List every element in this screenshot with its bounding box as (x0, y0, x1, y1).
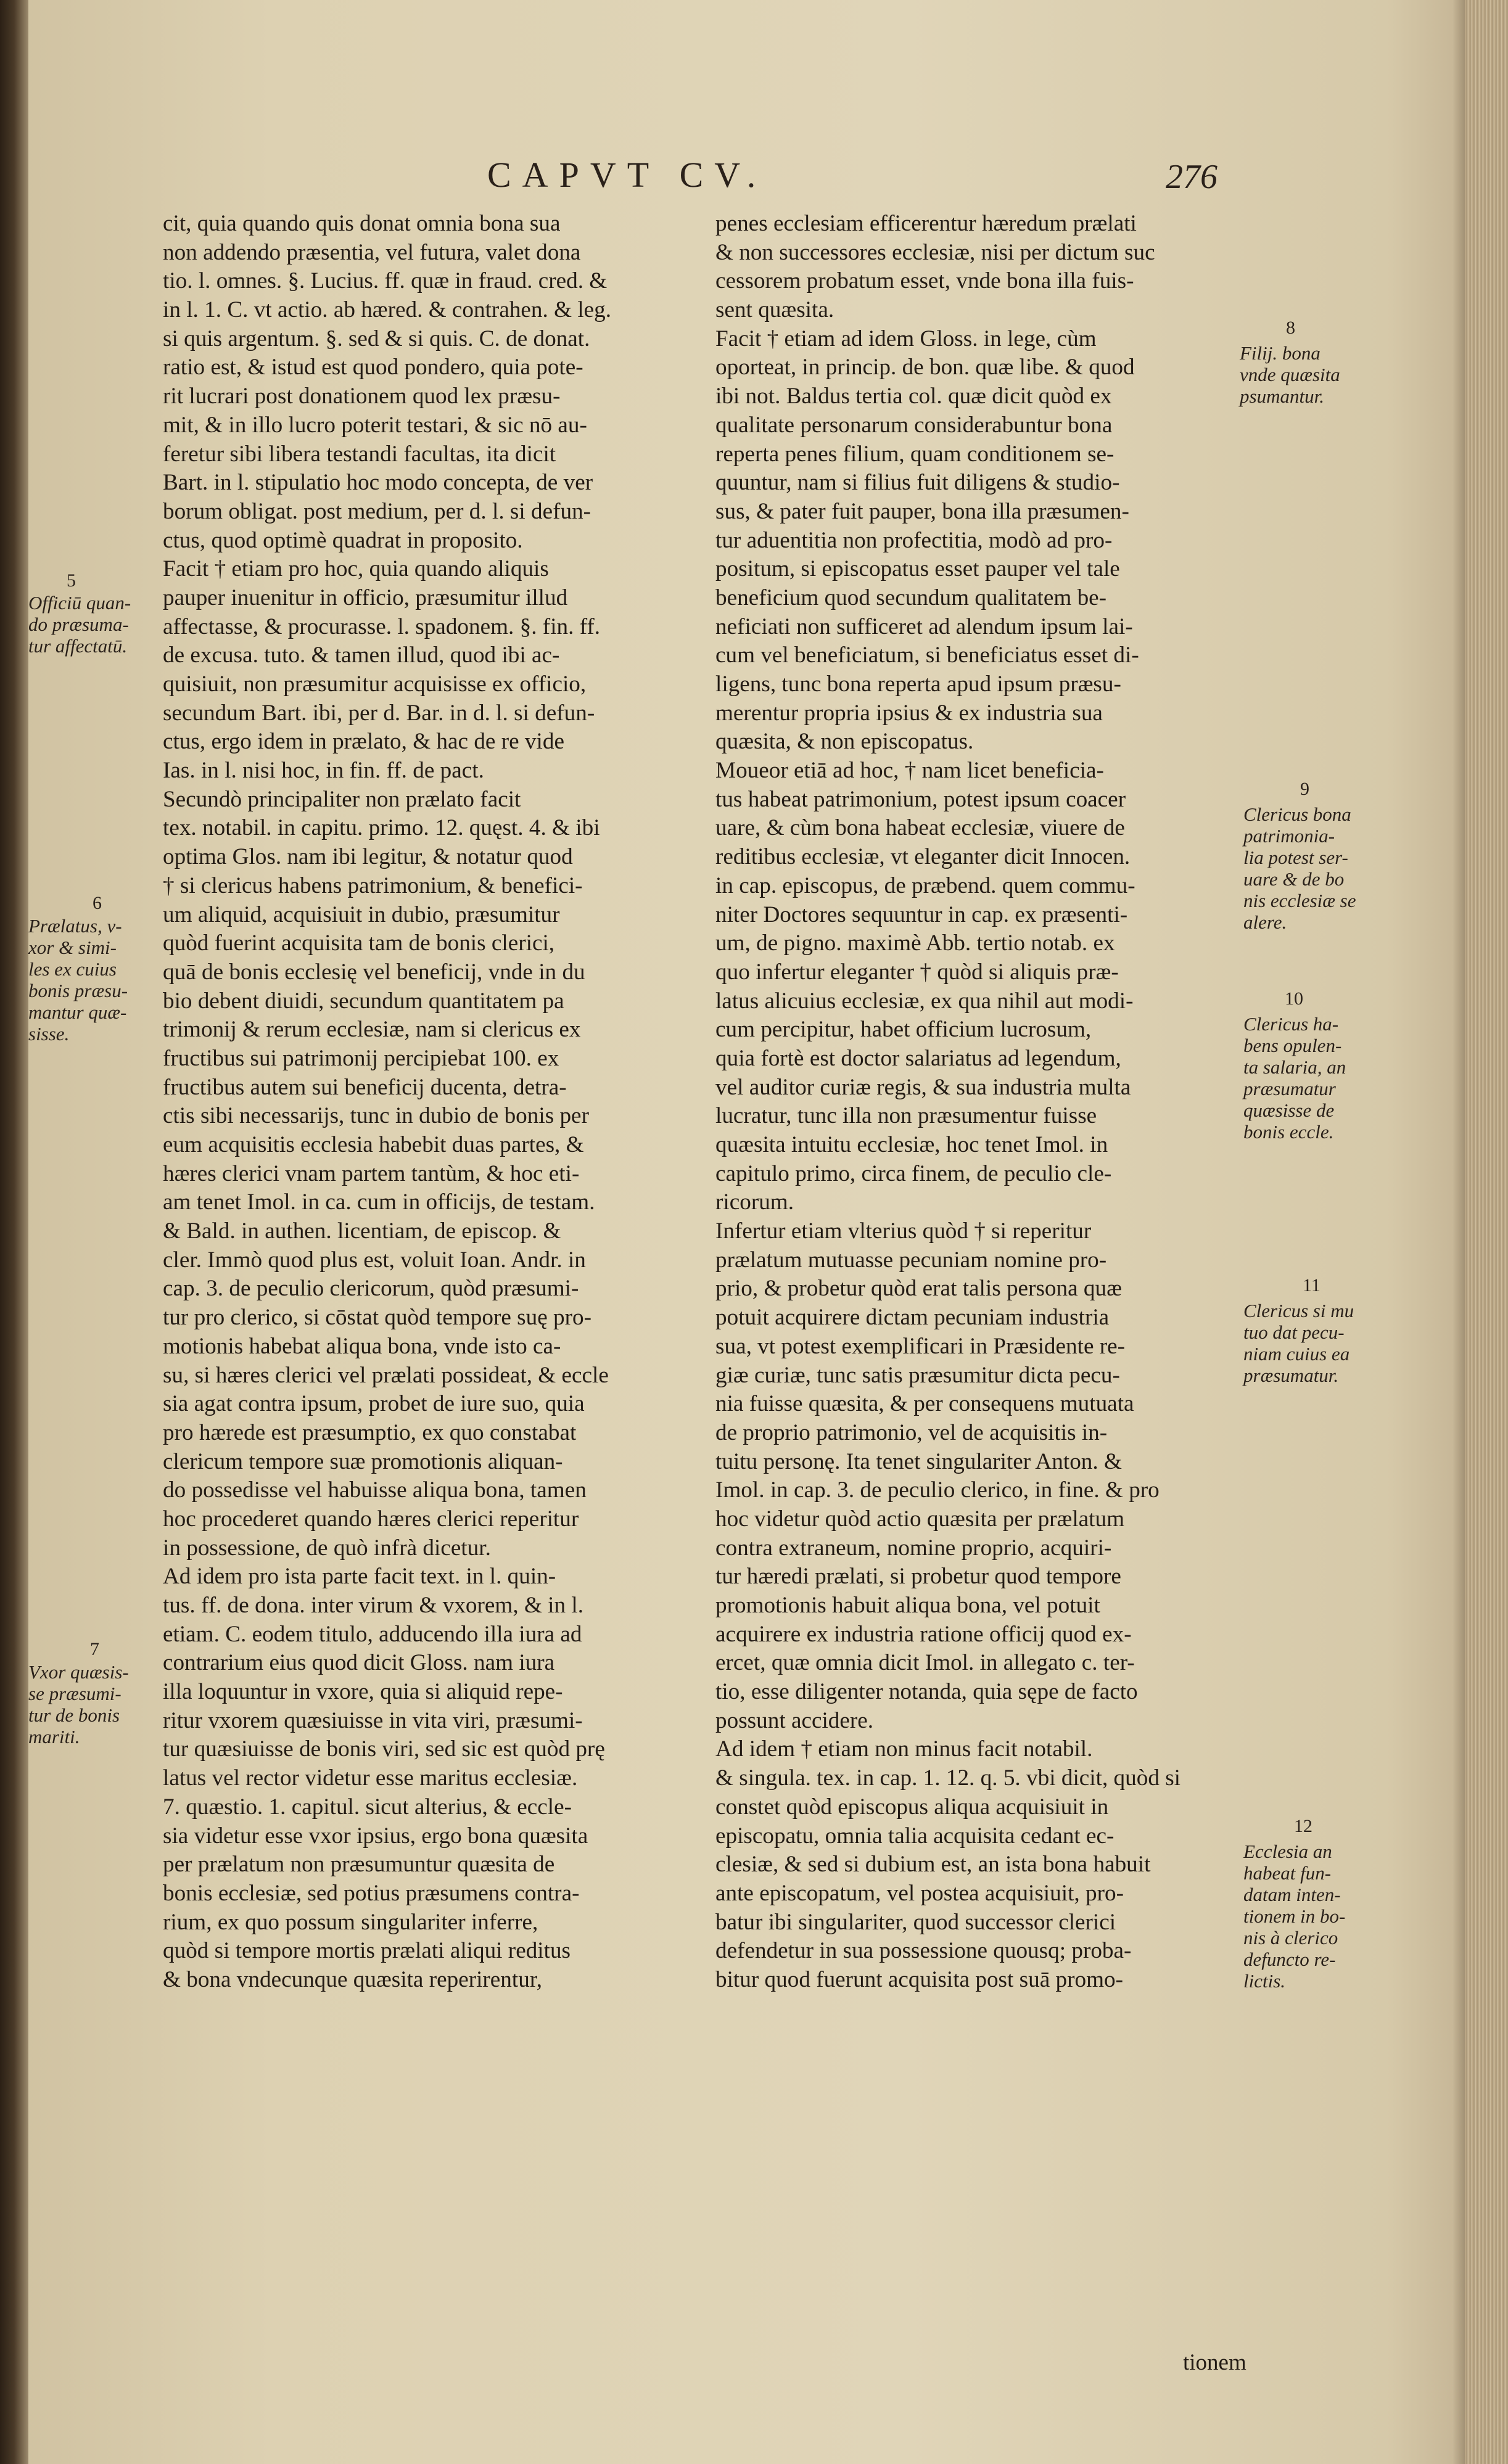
text-line: merentur propria ipsius & ex industria sua (715, 700, 1103, 726)
text-line: tio. l. omnes. §. Lucius. ff. quæ in fraud. cred. & (163, 268, 608, 294)
marginal-note-line: præsumatur. (1243, 1365, 1339, 1386)
text-line: borum obligat. post medium, per d. l. si defun- (163, 498, 591, 524)
text-line: fructibus sui patrimonij percipiebat 100. ex (163, 1045, 559, 1071)
text-line: cler. Immò quod plus est, voluit Ioan. Andr. in (163, 1247, 586, 1273)
marginal-note-number: 11 (1303, 1275, 1321, 1296)
text-line: Facit † etiam ad idem Gloss. in lege, cùm (715, 326, 1097, 351)
text-line: oporteat, in princip. de bon. quæ libe. & quod (715, 355, 1135, 380)
text-line: motionis habebat aliqua bona, vnde isto ca- (163, 1333, 561, 1359)
text-line: & singula. tex. in cap. 1. 12. q. 5. vbi dicit, quòd si (715, 1765, 1181, 1791)
text-line: quæsita, & non episcopatus. (715, 729, 974, 755)
text-line: ricorum. (715, 1189, 794, 1215)
text-line: trimonij & rerum ecclesiæ, nam si clericus ex (163, 1017, 581, 1043)
text-line: & Bald. in authen. licentiam, de episcop. & (163, 1218, 561, 1244)
text-line: um aliquid, acquisiuit in dubio, præsumitur (163, 901, 560, 927)
text-line: de excusa. tuto. & tamen illud, quod ibi ac- (163, 643, 560, 668)
text-line: Ad idem † etiam non minus facit notabil. (715, 1736, 1093, 1762)
text-line: tio, esse diligenter notanda, quia sępe de facto (715, 1679, 1138, 1705)
marginal-note-line: mariti. (28, 1726, 80, 1747)
text-line: reperta penes filium, quam conditionem se- (715, 441, 1115, 467)
text-line: tur aduentitia non profectitia, modò ad pro- (715, 527, 1113, 553)
text-line: Ad idem pro ista parte facit text. in l. quin- (163, 1564, 556, 1590)
text-line: positum, si episcopatus esset pauper vel tale (715, 556, 1120, 582)
text-line: per prælatum non præsumuntur quæsita de (163, 1852, 555, 1878)
text-line: promotionis habuit aliqua bona, vel potuit (715, 1593, 1100, 1618)
marginal-note-line: Clericus ha- (1243, 1013, 1339, 1035)
running-head: CAPVT CV. (487, 155, 767, 195)
text-line: capitulo primo, circa finem, de peculio cle- (715, 1160, 1112, 1186)
marginal-note-line: Ecclesia an (1243, 1841, 1332, 1862)
marginal-note-line: bonis eccle. (1243, 1121, 1334, 1143)
text-line: cum vel beneficiatum, si beneficiatus esset di- (715, 643, 1139, 668)
text-line: clesiæ, & sed si dubium est, an ista bona habuit (715, 1852, 1151, 1878)
text-line: tus. ff. de dona. inter virum & vxorem, & in l. (163, 1593, 584, 1618)
text-line: sia agat contra ipsum, probet de iure suo, quia (163, 1391, 585, 1417)
text-line: um, de pigno. maximè Abb. tertio notab. ex (715, 930, 1115, 956)
text-line: sia videtur esse vxor ipsius, ergo bona quæsita (163, 1823, 588, 1849)
text-line: secundum Bart. ibi, per d. Bar. in d. l. si defun- (163, 700, 595, 726)
text-line: ctus, ergo idem in prælato, & hac de re vide (163, 729, 564, 755)
text-line: rium, ex quo possum singulariter inferre, (163, 1909, 538, 1935)
text-line: quo infertur eleganter † quòd si aliquis præ- (715, 959, 1119, 985)
page-shadow (1452, 0, 1465, 2464)
marginal-note-number: 12 (1294, 1816, 1312, 1836)
marginal-note-number: 10 (1285, 988, 1303, 1009)
marginal-note-line: bens opulen- (1243, 1035, 1342, 1056)
text-line: latus vel rector videtur esse maritus ecclesiæ. (163, 1765, 578, 1791)
text-line: affectasse, & procurasse. l. spadonem. §. fin. ff. (163, 614, 601, 639)
text-line: hoc procederet quando hæres clerici reperitur (163, 1506, 579, 1532)
text-line: neficiati non sufficeret ad alendum ipsum lai- (715, 614, 1133, 639)
marginal-note-line: tionem in bo- (1243, 1905, 1346, 1927)
text-line: tur pro clerico, si cōstat quòd tempore suę pro- (163, 1305, 591, 1331)
text-line: vel auditor curiæ regis, & sua industria multa (715, 1074, 1131, 1100)
marginal-note-line: quæsisse de (1243, 1099, 1335, 1121)
text-line: do possedisse vel habuisse aliqua bona, tamen (163, 1477, 587, 1503)
marginal-note-line: psumantur. (1240, 385, 1324, 407)
text-line: illa loquuntur in vxore, quia si aliquid repe- (163, 1679, 563, 1705)
text-line: contra extraneum, nomine proprio, acquiri- (715, 1535, 1112, 1561)
text-line: bonis ecclesiæ, sed potius præsumens contra- (163, 1880, 580, 1906)
marginal-note-line: bonis præsu- (28, 980, 128, 1001)
text-line: rit lucrari post donationem quod lex præsu- (163, 384, 561, 409)
text-line: ligens, tunc bona reperta apud ipsum præsu- (715, 671, 1121, 697)
text-line: cap. 3. de peculio clericorum, quòd præsumi- (163, 1276, 579, 1302)
left-text-column (163, 210, 693, 1995)
text-line: defendetur in sua possessione quousq; proba- (715, 1938, 1132, 1964)
text-line: cum percipitur, habet officium lucrosum, (715, 1017, 1092, 1043)
text-line: cit, quia quando quis donat omnia bona sua (163, 211, 561, 236)
text-line: mit, & in illo lucro poterit testari, & sic nō au- (163, 412, 587, 438)
marginal-note-line: se præsumi- (28, 1683, 122, 1704)
text-line: lucratur, tunc illa non præsumentur fuisse (715, 1103, 1097, 1129)
text-line: ibi not. Baldus tertia col. quæ dicit quòd ex (715, 384, 1112, 409)
text-line: Moueor etiā ad hoc, † nam licet beneficia- (715, 758, 1104, 784)
text-line: ctis sibi necessarijs, tunc in dubio de bonis per (163, 1103, 589, 1129)
marginal-note-line: datam inten- (1243, 1884, 1341, 1905)
text-line: tuitu personę. Ita tenet singulariter Anton. & (715, 1448, 1122, 1474)
text-line: bitur quod fuerunt acquisita post suā promo- (715, 1966, 1123, 1992)
text-line: penes ecclesiam efficerentur hæredum prælati (715, 211, 1137, 236)
marginal-note-line: Filij. bona (1240, 342, 1321, 364)
text-line: Facit † etiam pro hoc, quia quando aliquis (163, 556, 549, 582)
text-line: 7. quæstio. 1. capitul. sicut alterius, & eccle- (163, 1794, 572, 1820)
text-line: acquirere ex industria ratione officij quod ex- (715, 1621, 1132, 1647)
text-line: am tenet Imol. in ca. cum in officijs, de testam. (163, 1189, 595, 1215)
marginal-note-line: Prælatus, v- (28, 915, 122, 937)
marginal-note-line: defuncto re- (1243, 1949, 1336, 1970)
text-line: in possessione, de quò infrà dicetur. (163, 1535, 491, 1561)
text-line: sent quæsita. (715, 297, 834, 323)
text-line: eum acquisitis ecclesia habebit duas partes, & (163, 1132, 584, 1157)
text-line: etiam. C. eodem titulo, adducendo illa iura ad (163, 1621, 582, 1647)
marginal-note-line: Clericus bona (1243, 803, 1351, 825)
text-line: † si clericus habens patrimonium, & benefici- (163, 873, 583, 898)
folio-number: 276 (1166, 158, 1218, 196)
marginal-note-line: uare & de bo (1243, 868, 1345, 890)
text-line: pauper inuenitur in officio, præsumitur illud (163, 585, 568, 610)
text-line: beneficium quod secundum qualitatem be- (715, 585, 1107, 610)
marginal-note-line: præsumatur (1243, 1078, 1336, 1099)
text-line: ercet, quæ omnia dicit Imol. in allegato c. ter- (715, 1650, 1135, 1676)
text-line: fructibus autem sui beneficij ducenta, detra- (163, 1074, 567, 1100)
text-line: quuntur, nam si filius fuit diligens & studio- (715, 470, 1120, 496)
marginal-note-line: nis à clerico (1243, 1927, 1338, 1949)
marginal-note-number: 6 (93, 893, 102, 913)
text-line: reditibus ecclesiæ, vt eleganter dicit Innocen. (715, 844, 1131, 870)
text-line: ante episcopatum, vel postea acquisiuit, pro- (715, 1880, 1124, 1906)
text-line: latus alicuius ecclesiæ, ex qua nihil aut modi- (715, 988, 1134, 1014)
text-line: in l. 1. C. vt actio. ab hæred. & contrahen. & leg. (163, 297, 612, 323)
text-line: sua, vt potest exemplificari in Præsidente re- (715, 1333, 1126, 1359)
text-line: possunt accidere. (715, 1707, 874, 1733)
text-line: uare, & cùm bona habeat ecclesiæ, viuere de (715, 815, 1125, 841)
marginal-note-number: 8 (1286, 318, 1295, 338)
text-line: tur hæredi prælati, si probetur quod tempore (715, 1564, 1121, 1590)
text-line: Ias. in l. nisi hoc, in fin. ff. de pact. (163, 758, 484, 784)
marginal-note-line: nis ecclesiæ se (1243, 890, 1356, 911)
text-line: & non successores ecclesiæ, nisi per dictum suc (715, 239, 1155, 265)
page-fore-edge (1465, 0, 1508, 2464)
text-line: contrarium eius quod dicit Gloss. nam iura (163, 1650, 555, 1676)
text-line: hoc videtur quòd actio quæsita per prælatum (715, 1506, 1125, 1532)
marginal-note-number: 7 (90, 1639, 99, 1659)
text-line: constet quòd episcopus aliqua acquisiuit in (715, 1794, 1109, 1820)
text-line: potuit acquirere dictam pecuniam industria (715, 1305, 1110, 1331)
marginal-note-line: mantur quæ- (28, 1001, 127, 1023)
text-line: su, si hæres clerici vel prælati possideat, & eccle (163, 1362, 609, 1388)
text-line: bio debent diuidi, secundum quantitatem pa (163, 988, 564, 1014)
text-line: batur ibi singulariter, quod successor clerici (715, 1909, 1116, 1935)
text-line: quòd fuerint acquisita tam de bonis clerici, (163, 930, 555, 956)
marginal-note-line: alere. (1243, 911, 1287, 933)
text-line: Bart. in l. stipulatio hoc modo concepta, de ver (163, 470, 593, 496)
marginal-note-number: 5 (67, 570, 76, 591)
marginal-note-line: vnde quæsita (1240, 364, 1340, 385)
text-line: Infertur etiam vlterius quòd † si reperitur (715, 1218, 1092, 1244)
text-line: non addendo præsentia, vel futura, valet dona (163, 239, 581, 265)
marginal-note-line: Officiū quan- (28, 592, 131, 614)
page-gutter (0, 0, 28, 2464)
text-line: hæres clerici vnam partem tantùm, & hoc eti- (163, 1160, 580, 1186)
marginal-note-line: lictis. (1243, 1970, 1286, 1992)
text-line: feretur sibi libera testandi facultas, ita dicit (163, 441, 556, 467)
marginal-note-line: habeat fun- (1243, 1862, 1332, 1884)
text-line: tus habeat patrimonium, potest ipsum coacer (715, 786, 1126, 812)
text-line: Imol. in cap. 3. de peculio clerico, in fine. & pro (715, 1477, 1160, 1503)
marginal-note-line: sisse. (28, 1023, 70, 1045)
text-line: si quis argentum. §. sed & si quis. C. de donat. (163, 326, 590, 351)
marginal-note-line: niam cuius ea (1243, 1343, 1350, 1365)
text-line: niter Doctores sequuntur in cap. ex præsenti- (715, 901, 1128, 927)
text-line: ratio est, & istud est quod pondero, quia pote- (163, 355, 583, 380)
text-line: cessorem probatum esset, vnde bona illa fuis- (715, 268, 1134, 294)
marginal-note-line: tur affectatū. (28, 635, 128, 657)
text-line: prælatum mutuasse pecuniam nomine pro- (715, 1247, 1107, 1273)
catchword: tionem (1183, 2350, 1246, 2375)
text-line: & bona vndecunque quæsita reperirentur, (163, 1966, 543, 1992)
right-text-column (715, 210, 1246, 1995)
marginal-note-line: tur de bonis (28, 1704, 120, 1726)
text-line: quisiuit, non præsumitur acquisisse ex officio, (163, 671, 587, 697)
text-line: nia fuisse quæsita, & per consequens mutuata (715, 1391, 1134, 1417)
marginal-note-line: do præsuma- (28, 614, 129, 635)
text-line: giæ curiæ, tunc satis præsumitur dicta pecu- (715, 1362, 1120, 1388)
marginal-note-line: ta salaria, an (1243, 1056, 1346, 1078)
marginal-note-line: patrimonia- (1243, 825, 1335, 847)
text-line: tur quæsiuisse de bonis viri, sed sic est quòd prę (163, 1736, 605, 1762)
marginal-note-line: Vxor quæsis- (28, 1661, 129, 1683)
text-line: quā de bonis ecclesię vel beneficij, vnde in du (163, 959, 585, 985)
text-line: qualitate personarum considerabuntur bona (715, 412, 1113, 438)
text-line: tex. notabil. in capitu. primo. 12. quęst. 4. & ibi (163, 815, 600, 841)
text-line: de proprio patrimonio, vel de acquisitis in- (715, 1419, 1108, 1445)
text-line: Secundò principaliter non prælato facit (163, 786, 521, 812)
marginal-note-line: Clericus si mu (1243, 1300, 1354, 1321)
text-line: sus, & pater fuit pauper, bona illa præsumen- (715, 498, 1129, 524)
text-line: pro hærede est præsumptio, ex quo constabat (163, 1419, 577, 1445)
text-line: prio, & probetur quòd erat talis persona quæ (715, 1276, 1122, 1302)
text-line: episcopatu, omnia talia acquisita cedant ec- (715, 1823, 1115, 1849)
text-line: quòd si tempore mortis prælati aliqui reditus (163, 1938, 571, 1964)
text-line: optima Glos. nam ibi legitur, & notatur quod (163, 844, 573, 870)
marginal-note-line: les ex cuius (28, 958, 117, 980)
text-line: ctus, quod optimè quadrat in proposito. (163, 527, 523, 553)
text-line: clericum tempore suæ promotionis aliquan- (163, 1448, 563, 1474)
text-line: in cap. episcopus, de præbend. quem commu- (715, 873, 1135, 898)
marginal-note-line: tuo dat pecu- (1243, 1321, 1345, 1343)
marginal-note-line: lia potest ser- (1243, 847, 1348, 868)
text-line: quæsita intuitu ecclesiæ, hoc tenet Imol. in (715, 1132, 1108, 1157)
marginal-note-line: xor & simi- (28, 937, 117, 958)
text-line: quia fortè est doctor salariatus ad legendum, (715, 1045, 1121, 1071)
marginal-note-number: 9 (1300, 779, 1309, 799)
text-line: ritur vxorem quæsiuisse in vita viri, præsumi- (163, 1707, 583, 1733)
